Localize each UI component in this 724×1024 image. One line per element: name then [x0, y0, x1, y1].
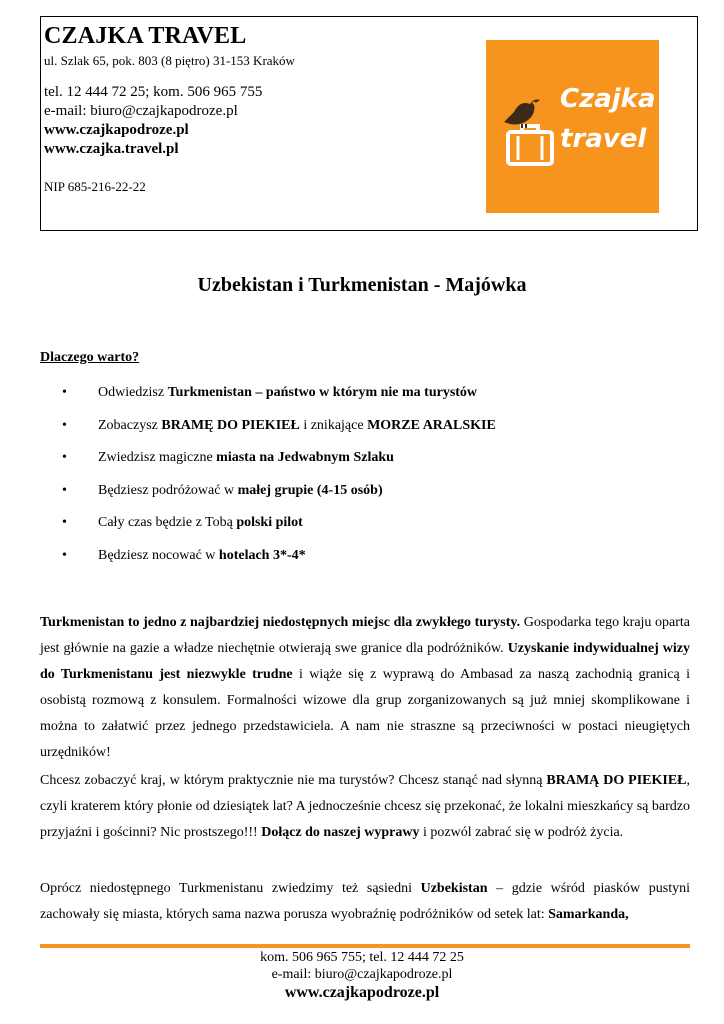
bullet-icon: •	[62, 547, 67, 563]
bullet-icon: •	[62, 385, 67, 400]
company-email: e-mail: biuro@czajkapodroze.pl	[44, 103, 238, 119]
why-list	[40, 384, 690, 579]
paragraph-invitation	[40, 768, 690, 846]
bullet-icon: •	[62, 417, 67, 433]
why-item-1	[40, 384, 690, 417]
para-bold: Uzyskanie indywidualnej wizy do Turkmenistanu jest niezwykle trudne	[40, 641, 691, 682]
company-header	[40, 16, 698, 231]
bullet-icon: •	[62, 482, 67, 498]
footer-divider	[40, 944, 690, 948]
company-website-2: www.czajka.travel.pl	[44, 141, 179, 157]
item-text: Zwiedzisz magiczne	[98, 450, 217, 465]
footer-contact: kom. 506 965 755; tel. 12 444 72 25	[260, 950, 464, 965]
company-address: ul. Szlak 65, pok. 803 (8 piętro) 31-153 Kraków	[44, 53, 295, 68]
item-text: Cały czas będzie z Tobą	[98, 515, 237, 530]
para-text: , czyli kraterem który płonie od dziesiątek lat? A jednocześnie chcesz się przekonać, że lokalni mieszkańcy są bardzo przyjaźni i gościnni? Nic prostszego!!!	[40, 773, 690, 840]
item-text: Będziesz podróżować w	[98, 482, 238, 498]
why-item-6	[40, 547, 690, 580]
para-text: i wiąże się z wyprawą do Ambasad za naszą zachodnią granicą i osobistą rozmową z konsulem. Formalności wizowe dla grup zorganizowanych są już mniej skomplikowane i można to załatwić przez jednego przedstawiciela. A nam nie straszne są przeciwności w postaci nieugiętych urzędników!	[40, 667, 690, 760]
para-bold: Dołącz do naszej wyprawy	[261, 825, 420, 840]
logo-text-travel: travel	[560, 124, 647, 154]
item-bold: polski pilot	[236, 515, 303, 530]
company-phone: tel. 12 444 72 25; kom. 506 965 755	[44, 84, 263, 100]
why-item-4	[40, 482, 690, 515]
why-item-2	[40, 417, 690, 450]
para-text: Oprócz niedostępnego Turkmenistanu zwiedzimy też sąsiedni	[40, 881, 421, 896]
para-bold: Samarkanda,	[548, 907, 629, 922]
paragraph-turkmenistan	[40, 610, 690, 766]
para-bold: Uzbekistan	[420, 881, 488, 896]
para-text: Chcesz zobaczyć kraj, w którym praktycznie nie ma turystów? Chcesz stanąć nad słynną	[40, 773, 547, 788]
company-nip: NIP 685-216-22-22	[44, 179, 146, 194]
paragraph-uzbekistan	[40, 876, 690, 928]
item-bold: małej grupie (4-15 osób)	[237, 482, 383, 498]
item-text: Będziesz nocować w	[98, 547, 219, 563]
logo-text-czajka: Czajka	[560, 84, 656, 114]
item-text: Zobaczysz	[98, 417, 162, 433]
item-text: Odwiedzisz	[98, 385, 168, 400]
para-text: – gdzie wśród piasków pustyni zachowały się miasta, których sama nazwa porusza wyobraźnię podróżników od setek lat:	[40, 881, 690, 922]
company-logo	[486, 40, 659, 213]
para-text: Gospodarka tego kraju oparta jest głównie na gazie a władze niechętnie otwierają swe granice dla podróżników.	[40, 615, 690, 656]
item-bold: Turkmenistan – państwo w którym nie ma turystów	[167, 385, 478, 400]
bullet-icon: •	[62, 515, 67, 530]
why-heading: Dlaczego warto?	[40, 350, 140, 365]
footer-website: www.czajkapodroze.pl	[284, 984, 440, 1001]
company-website-1: www.czajkapodroze.pl	[44, 122, 189, 138]
para-text: i pozwól zabrać się w podróż życia.	[419, 825, 624, 840]
why-item-3	[40, 449, 690, 482]
bullet-icon: •	[62, 450, 67, 465]
item-bold: miasta na Jedwabnym Szlaku	[216, 450, 394, 465]
why-item-5	[40, 514, 690, 547]
footer-email: e-mail: biuro@czajkapodroze.pl	[271, 967, 453, 982]
item-bold: hotelach 3*-4*	[218, 547, 306, 563]
page-title: Uzbekistan i Turkmenistan - Majówka	[197, 274, 527, 296]
para-bold: BRAMĄ DO PIEKIEŁ	[546, 773, 687, 788]
item-bold-2: MORZE ARALSKIE	[367, 417, 496, 433]
company-name: CZAJKA TRAVEL	[44, 23, 247, 49]
item-text-mid: i znikające	[299, 417, 368, 433]
para-bold: Turkmenistan to jedno z najbardziej niedostępnych miejsc dla zwykłego turysty.	[40, 615, 521, 630]
item-bold: BRAMĘ DO PIEKIEŁ	[161, 417, 300, 433]
